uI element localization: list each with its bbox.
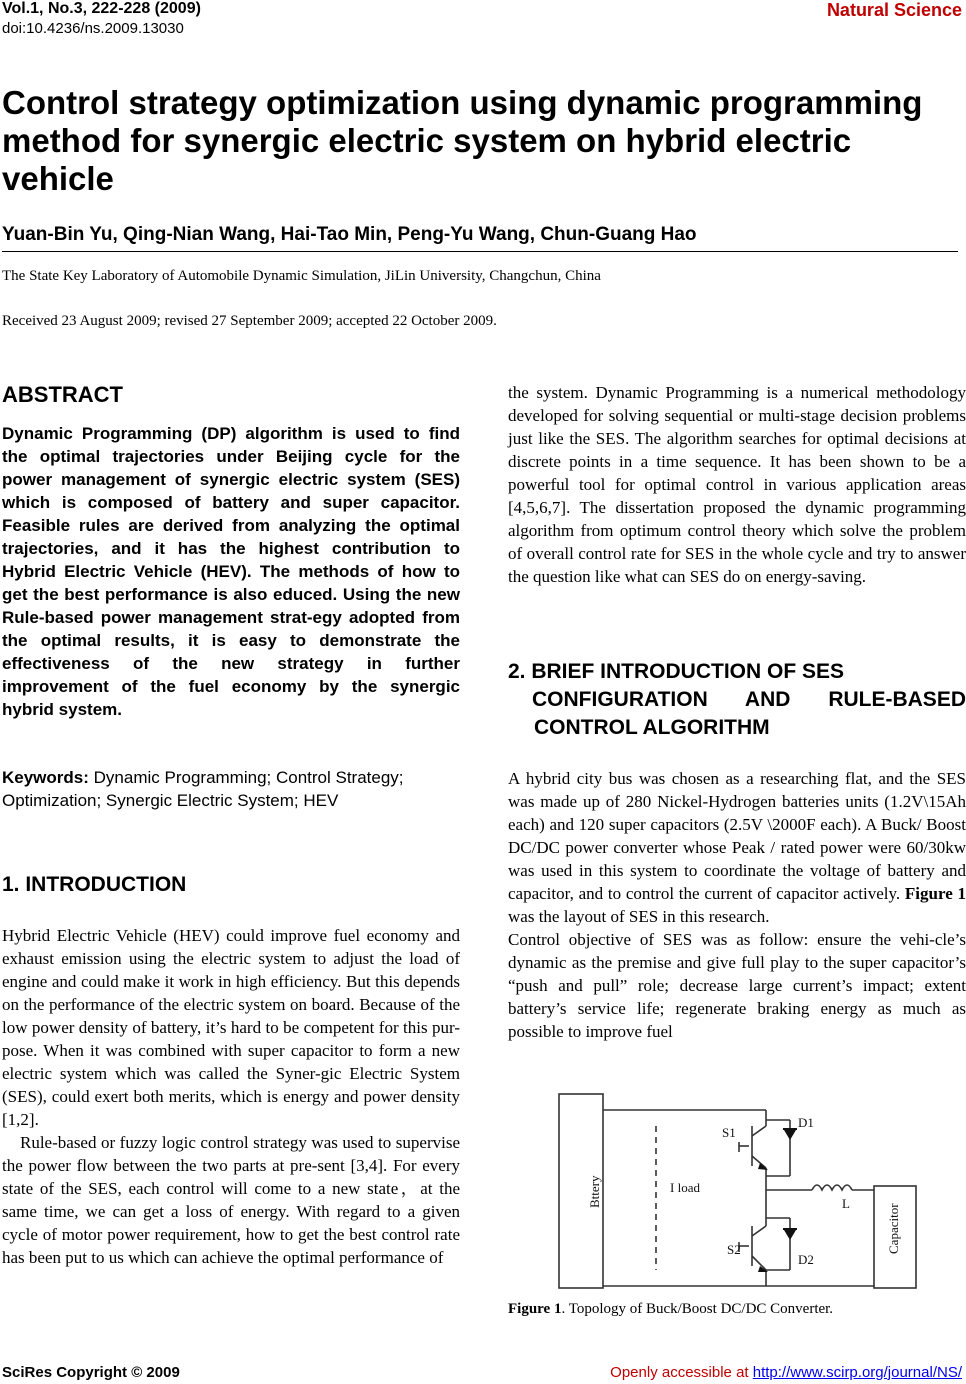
received-dates: Received 23 August 2009; revised 27 September 2009; accepted 22 October 2009. (2, 313, 497, 329)
figure1-reference: Figure 1 (904, 884, 966, 903)
keywords-label: Keywords: (2, 768, 89, 787)
section2-heading-line2: CONFIGURATION AND RULE-BASED (532, 688, 966, 711)
copyright: SciRes Copyright © 2009 (2, 1364, 180, 1381)
section2-body (508, 767, 966, 1043)
section2-paragraph-1 (508, 767, 966, 928)
intro-continuation: the system. Dynamic Programming is a numerical methodology developed for solving sequential or multi-stage decision problems just like the SES. The algorithm searches for optimal decisions at discrete points in a time sequence. It has been shown to be a powerful tool for optimal control in various application areas [4,5,6,7]. The dissertation proposed the dynamic programming algorithm from optimum control theory which solve the problem of overall control rate for SES in the whole cycle and try to answer the question like what can SES do on energy-saving. (508, 383, 966, 586)
abstract-heading: ABSTRACT (2, 382, 123, 407)
abstract-text: Dynamic Programming (DP) algorithm is used to find the optimal trajectories under Beijing cycle for the power management of synergic electric system (SES) which is composed of battery and super capacitor. Feasible rules are derived from analyzing the optimal trajectories, and it has the highest contribution to Hybrid Electric Vehicle (HEV). The methods of how to get the best performance is also educed. Using the new Rule-based power management strat-egy adopted from the optimal results, it is easy to demonstrate the effectiveness of the new strategy in further improvement of the fuel economy by the synergic hybrid system. (2, 424, 460, 719)
section2-p1-text: A hybrid city bus was chosen as a researching flat, and the SES was made up of 280 Nickel-Hydrogen batteries units (1.2V\15Ah each) and 120 super capacitors (2.5V \2000F each). A Buck/ Boost DC/DC power converter whose Peak / rated power were 60/30kw was used in this system to coordinate the voltage of battery and capacitor, and to control the current of capacitor actively. (508, 769, 966, 903)
section2-heading-line3: CONTROL ALGORITHM (534, 716, 770, 739)
keywords (2, 766, 460, 812)
section2-p1-tail: was the layout of SES in this research. (508, 907, 770, 926)
inductor-symbol (812, 1185, 852, 1190)
journal-name: Natural Science (826, 0, 962, 20)
journal-url-link[interactable]: http://www.scirp.org/journal/NS/ (752, 1364, 962, 1381)
figure1-caption-text: . Topology of Buck/Boost DC/DC Converter. (561, 1301, 834, 1317)
intro-paragraph-1: Hybrid Electric Vehicle (HEV) could improve fuel economy and exhaust emission using the electric system to adjust the load of engine and could make it work in high efficiency. But this depends on the performance of the electric system on board. Because of the low power density of battery, it’s hard to be competent for this pur-pose. When it was combined with super capacitor to form a new electric system which was called the Syner-gic Electric System (SES), could exert both merits, which is energy and power density [1,2]. (2, 926, 460, 1129)
keywords-text: Dynamic Programming; Control Strategy; Optimization; Synergic Electric System; HEV (2, 768, 404, 810)
inductor-label: L (842, 1196, 850, 1211)
intro-paragraph-2: Rule-based or fuzzy logic control strategy was used to supervise the power flow between the two parts at pre-sent [3,4]. For every state of the SES, each control will come to a new state，at the same time, we can get a loss of energy. With regard to a given cycle of motor power requirement, how to get the best control rate has been put to us which can achieve the optimal performance of (2, 1133, 460, 1267)
title-divider (2, 251, 958, 252)
diode-d1-label: D1 (798, 1115, 814, 1130)
section2-heading-line1: 2. BRIEF INTRODUCTION OF SES (508, 660, 845, 683)
open-access-text: Openly accessible at (610, 1364, 753, 1381)
figure1-caption-label: Figure 1 (508, 1301, 562, 1317)
paper-title: Control strategy optimization using dynamic programming method for synergic electric system on hybrid electric vehicle (2, 84, 923, 197)
intro-body (2, 924, 460, 1269)
battery-label: Bttery (587, 1175, 602, 1208)
load-label: I load (670, 1180, 700, 1195)
section2-heading (508, 658, 966, 742)
figure1-caption (508, 1301, 833, 1318)
intro-heading: 1. INTRODUCTION (2, 873, 187, 896)
author-list: Yuan-Bin Yu, Qing-Nian Wang, Hai-Tao Min, Peng-Yu Wang, Chun-Guang Hao (2, 224, 697, 245)
capacitor-label: Capacitor (886, 1203, 901, 1254)
volume-info: Vol.1, No.3, 222-228 (2009) (2, 0, 201, 17)
diode-d2-label: D2 (798, 1252, 814, 1267)
converter-topology-figure (556, 1090, 920, 1290)
switch-s1-label: S1 (722, 1125, 736, 1140)
switch-s2-label: S2 (727, 1242, 741, 1257)
open-access-note (610, 1364, 962, 1381)
section2-paragraph-2: Control objective of SES was as follow: ensure the vehi-cle’s dynamic as the premise and give full play to the super capacitor’s “push and pull” role; decrease large current’s impact; extent battery’s service life; regenerate braking energy as much as possible to improve fuel (508, 930, 966, 1041)
doi: doi:10.4236/ns.2009.13030 (2, 20, 184, 37)
affiliation: The State Key Laboratory of Automobile Dynamic Simulation, JiLin University, Changchun, China (2, 268, 601, 284)
